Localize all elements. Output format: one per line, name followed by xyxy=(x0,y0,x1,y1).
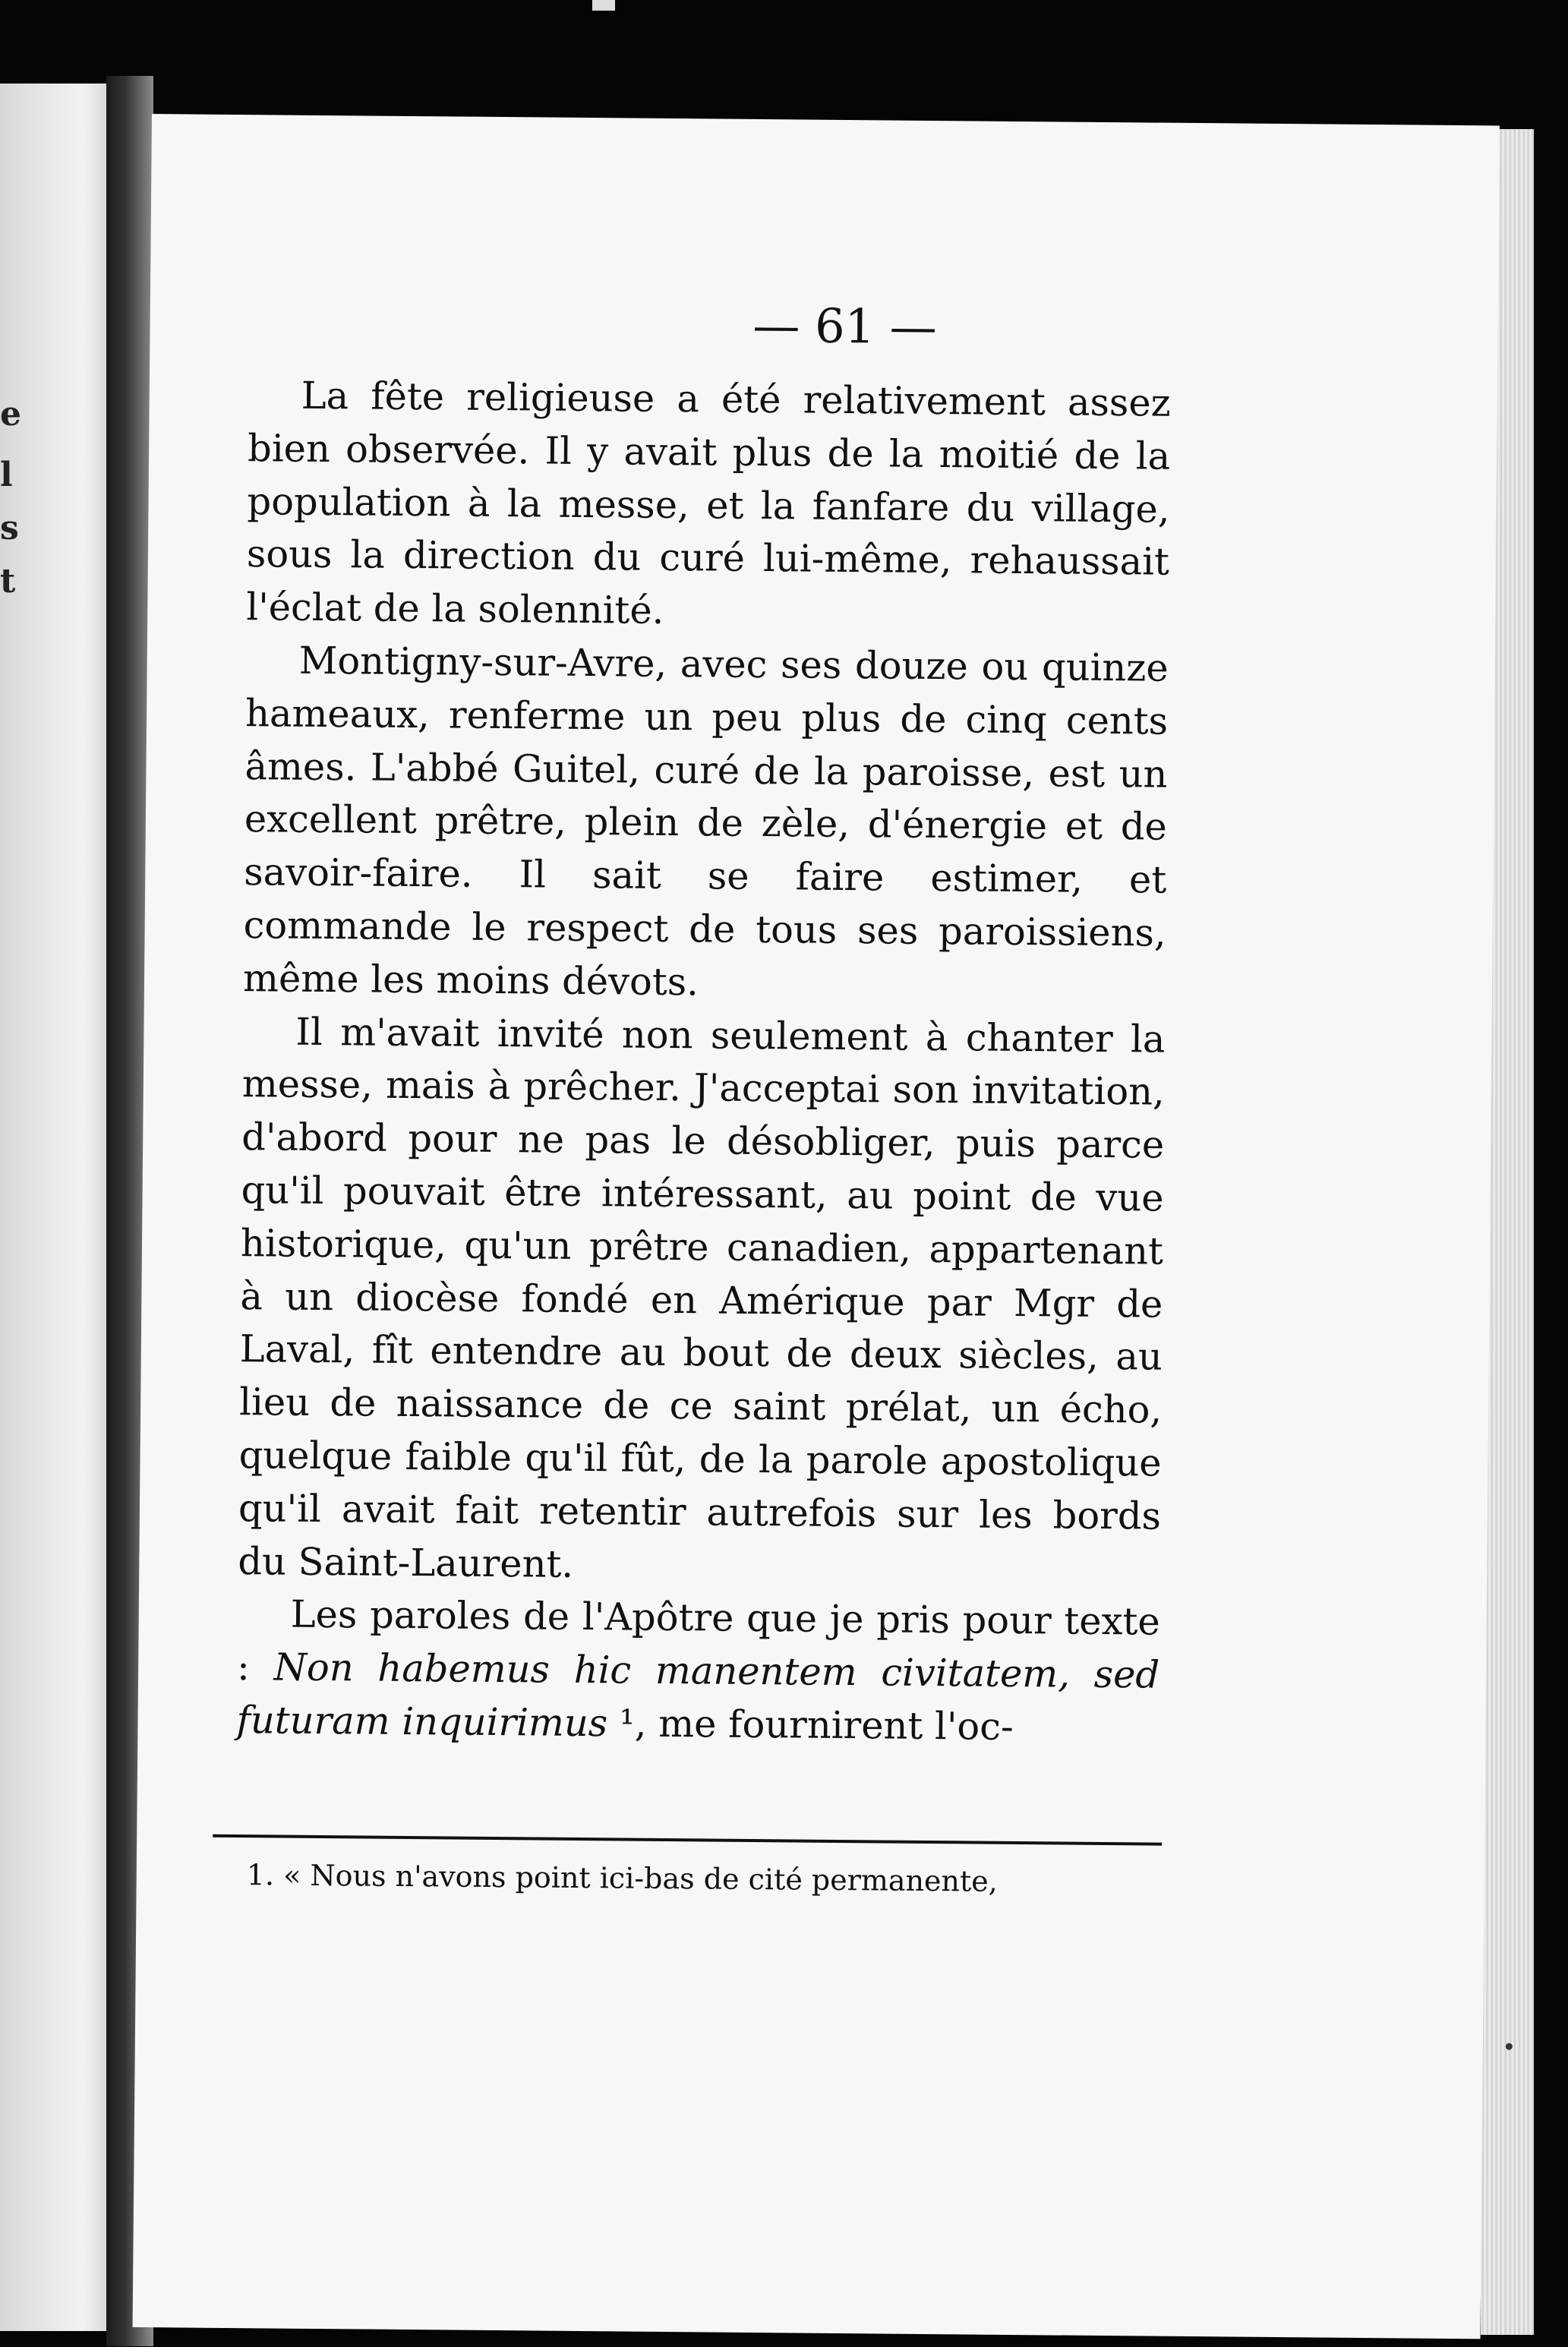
paragraph xyxy=(246,369,1171,642)
previous-page-edge xyxy=(0,84,118,2331)
latin-quotation: Non habemus hic manentem civitatem, sed futuram inquirimus xyxy=(236,1645,1160,1746)
edge-letter: e xyxy=(0,395,21,434)
paragraph xyxy=(238,1005,1166,1596)
edge-letter: l xyxy=(0,456,13,494)
paragraph-text: Les paroles de l'Apôtre que je pris pour texte : xyxy=(236,1591,1160,1689)
scan-speck xyxy=(1506,2043,1513,2050)
paragraph-text: La fête religieuse a été relativement assez bien observée. Il y avait plus de la moitié de la population à la messe, et la fanfare du village, sous la direction du curé lui-même, rehaussait l'éclat de la solennité. xyxy=(246,373,1171,633)
paragraph-text: Il m'avait invité non seulement à chanter la messe, mais à prêcher. J'acceptai son invitation, d'abord pour ne pas le désobliger, puis parce qu'il pouvait être intéressant, au point de vue historique, qu'un prêtre canadien, appartenant à un diocèse fondé en Amérique par Mgr de Laval, fît entendre au bout de deux siècles, au lieu de naissance de ce saint prélat, un écho, quelque faible qu'il fût, de la parole apostolique qu'il avait fait retentir autrefois sur les bords du Saint-Laurent. xyxy=(238,1009,1166,1586)
body-text xyxy=(236,369,1171,1755)
paragraph xyxy=(236,1588,1160,1755)
paragraph xyxy=(243,634,1169,1013)
scan-artifact xyxy=(592,0,615,11)
footnote-divider xyxy=(213,1834,1162,1846)
footnote: 1. « Nous n'avons point ici-bas de cité permanente, xyxy=(246,1858,999,1898)
edge-letter: t xyxy=(0,562,16,601)
book-page xyxy=(133,114,1500,2339)
edge-letter: s xyxy=(0,509,19,547)
page-number: — 61 — xyxy=(752,297,938,355)
paragraph-text: ¹, me fournirent l'oc- xyxy=(607,1701,1014,1749)
paragraph-text: Montigny-sur-Avre, avec ses douze ou quinze hameaux, renferme un peu plus de cinq cents âmes. L'abbé Guitel, curé de la paroisse, est un excellent prêtre, plein de zèle, d'énergie et de savoir-faire. Il sait se faire estimer, et commande le respect de tous ses paroissiens, même les moins dévots. xyxy=(242,638,1169,1005)
